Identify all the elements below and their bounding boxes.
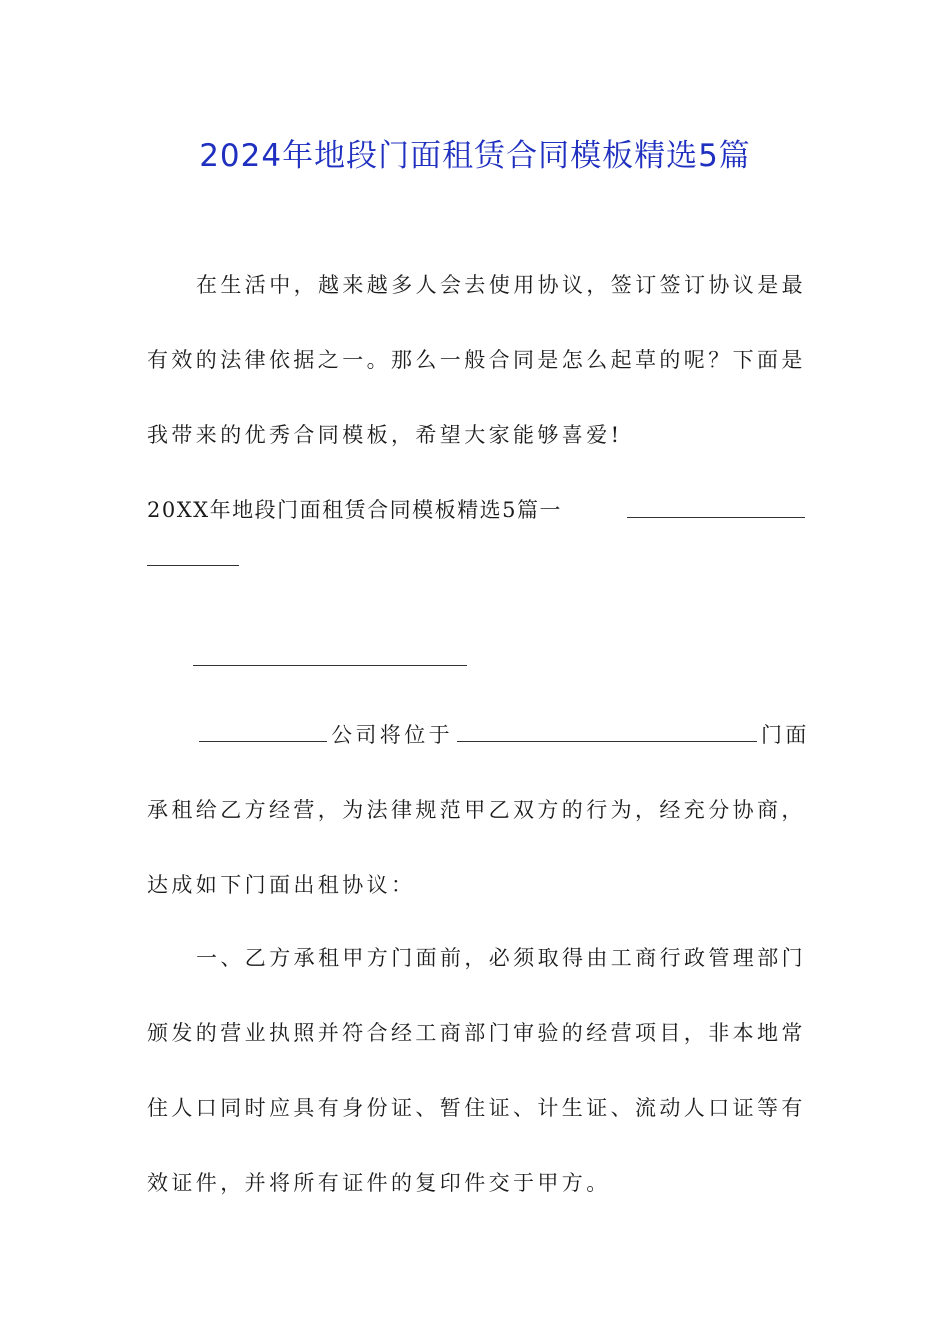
standalone-blank-line xyxy=(193,665,467,666)
clause-intro-line-2: 承租给乙方经营，为法律规范甲乙双方的行为，经充分协商， xyxy=(147,798,806,822)
location-blank xyxy=(457,741,757,742)
company-suffix-text: 公司将位于 xyxy=(331,723,453,747)
company-name-blank xyxy=(199,741,327,742)
heading-blank-continuation xyxy=(147,565,239,566)
clause-one-line-1: 一、乙方承租甲方门面前，必须取得由工商行政管理部门 xyxy=(196,946,806,970)
clause-intro-line-3: 达成如下门面出租协议： xyxy=(147,873,416,897)
document-title: 2024年地段门面租赁合同模板精选5篇 xyxy=(199,138,751,174)
clause-one-line-4: 效证件，并将所有证件的复印件交于甲方。 xyxy=(147,1171,611,1195)
intro-line-3: 我带来的优秀合同模板，希望大家能够喜爱! xyxy=(147,423,623,447)
clause-one-line-3: 住人口同时应具有身份证、暂住证、计生证、流动人口证等有 xyxy=(147,1096,806,1120)
storefront-suffix-text: 门面 xyxy=(761,723,810,747)
intro-line-2: 有效的法律依据之一。那么一般合同是怎么起草的呢？下面是 xyxy=(147,348,806,372)
clause-one-line-2: 颁发的营业执照并符合经工商部门审验的经营项目，非本地常 xyxy=(147,1021,806,1045)
section-heading: 20XX年地段门面租赁合同模板精选5篇一 xyxy=(147,498,562,522)
heading-blank-line xyxy=(627,517,805,518)
intro-line-1: 在生活中，越来越多人会去使用协议，签订签订协议是最 xyxy=(196,273,806,297)
